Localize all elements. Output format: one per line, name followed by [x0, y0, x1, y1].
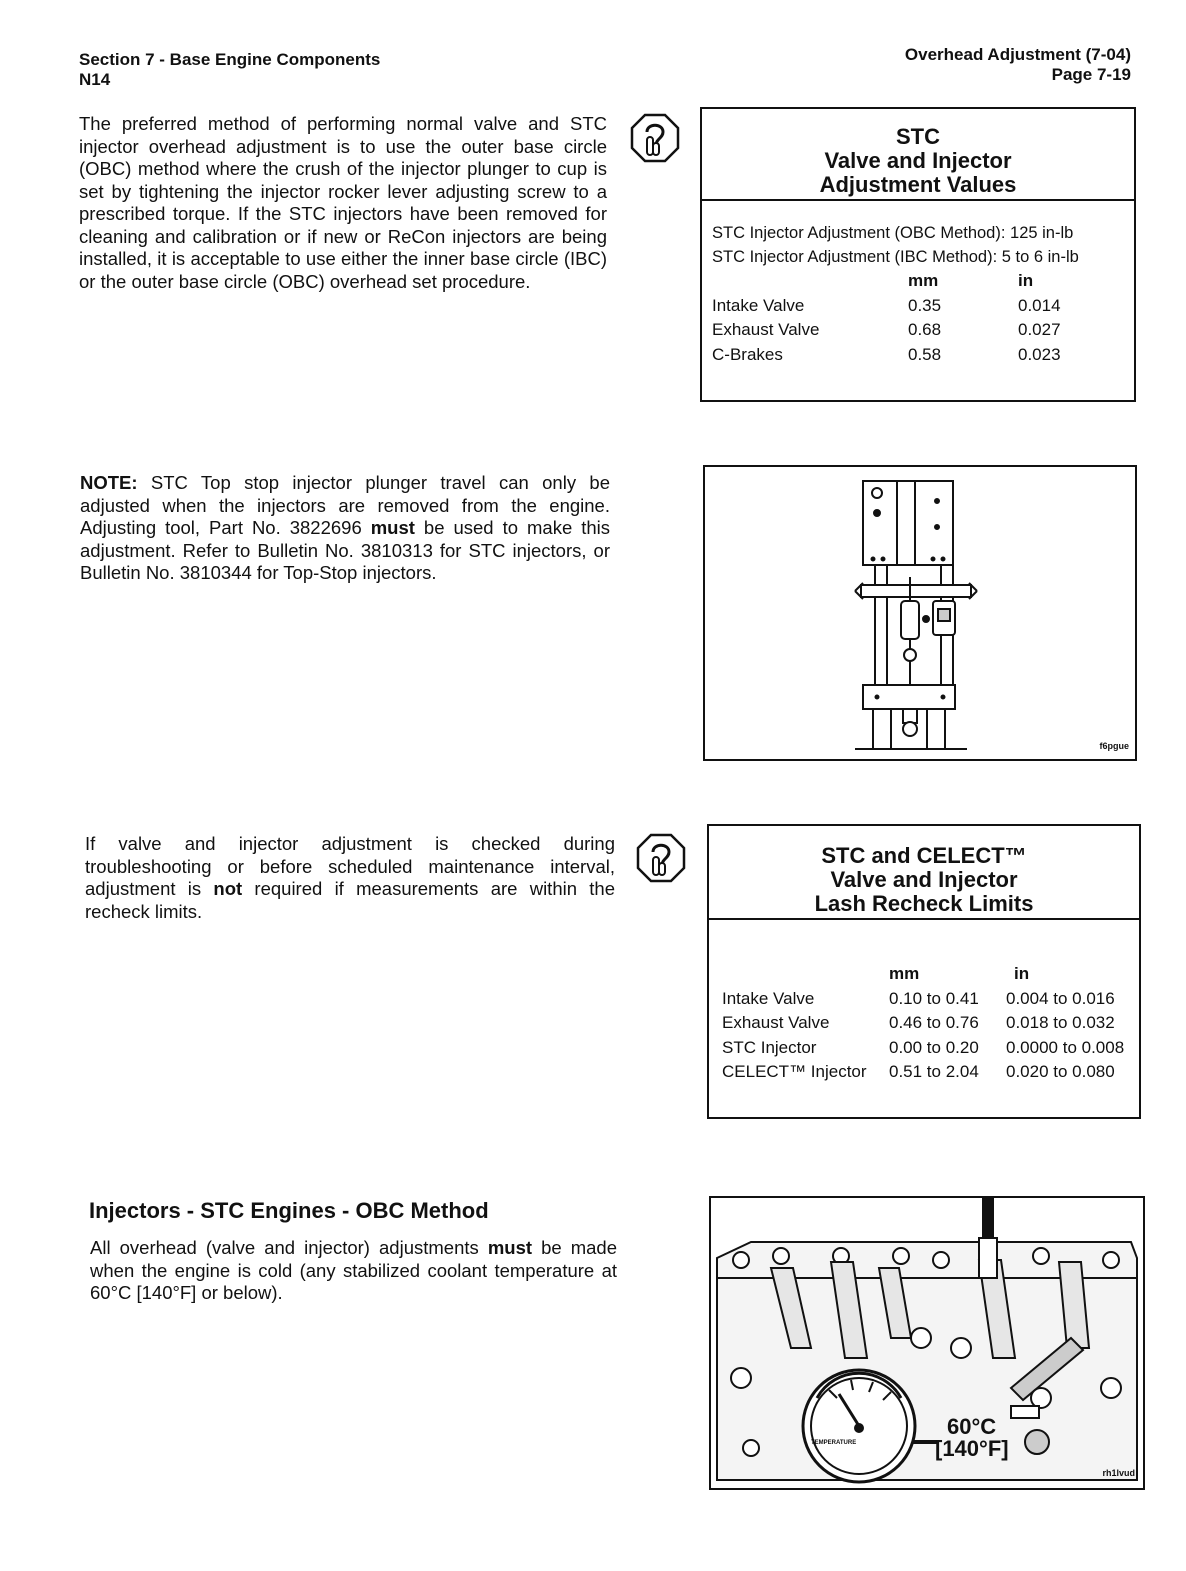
table-row: STC Injector 0.00 to 0.20 0.0000 to 0.008: [722, 1037, 1125, 1057]
injector-tool-figure: [703, 465, 1137, 761]
temperature-celsius: 60°C: [947, 1414, 997, 1439]
intro-paragraph: The preferred method of performing normal valve and STC injector overhead adjustment is to use the outer base circle (OBC) method where the crush of the injector plunger to cup is set by tightening the injector rocker lever adjusting screw to a prescribed torque. If the STC injectors have been removed for cleaning and calibration or if new or ReCon injectors are being installed, it is acceptable to use either the inner base circle (IBC) or the outer base circle (OBC) overhead set procedure.: [79, 113, 607, 292]
table-row: Exhaust Valve 0.46 to 0.76 0.018 to 0.032: [722, 1013, 1115, 1033]
table-header-row: mm in: [908, 271, 1034, 291]
page-number: Page 7-19: [1051, 65, 1131, 84]
injector-tool-illustration: [705, 467, 1135, 759]
temperature-fahrenheit: [140°F]: [935, 1436, 1009, 1461]
adjustment-values-title: STC Valve and Injector Adjustment Values: [819, 124, 1017, 197]
engine-head-illustration: [711, 1198, 1143, 1488]
adjustment-values-table: [712, 269, 1061, 367]
section-heading: Injectors - STC Engines - OBC Method: [89, 1198, 489, 1223]
table-row: C-Brakes 0.58 0.023: [712, 344, 1061, 364]
section-title: Section 7 - Base Engine Components: [79, 50, 381, 69]
figure-code: f6pgue: [1099, 741, 1129, 751]
figure-code: rh1lvud: [1102, 1468, 1135, 1478]
gauge-label: TEMPERATURE: [811, 1440, 857, 1446]
header-left: [79, 50, 380, 90]
note-label: NOTE:: [80, 472, 138, 493]
table-header-row: mm in: [889, 964, 1030, 984]
note-paragraph: NOTE: STC Top stop injector plunger travel can only be adjusted when the injectors are removed from the engine. Adjusting tool, Part No. 3822696 must be used to make this adjustment. Refer to Bulletin No. 3810313 for STC injectors, or Bulletin No. 3810344 for Top-Stop injectors.: [80, 472, 610, 583]
table-row: Exhaust Valve 0.68 0.027: [712, 320, 1061, 340]
recheck-limits-table: [722, 962, 1124, 1085]
title-divider: [709, 918, 1139, 920]
table-row: Intake Valve 0.10 to 0.41 0.004 to 0.016: [722, 988, 1115, 1008]
engine-model: N14: [79, 70, 111, 89]
header-right: [905, 45, 1131, 85]
torque-ibc: STC Injector Adjustment (IBC Method): 5 to 6 in-lb: [712, 248, 1079, 266]
question-hand-icon: [630, 113, 680, 163]
engine-temperature-figure: [709, 1196, 1145, 1490]
adjustment-values-box: [700, 107, 1136, 402]
recheck-limits-title: STC and CELECT™ Valve and Injector Lash Recheck Limits: [814, 843, 1034, 916]
recheck-paragraph: If valve and injector adjustment is checked during troubleshooting or before scheduled maintenance interval, adjustment is not required if measurements are within the recheck limits.: [85, 833, 615, 922]
table-row: Intake Valve 0.35 0.014: [712, 295, 1061, 315]
topic-title: Overhead Adjustment (7-04): [904, 45, 1131, 64]
table-row: CELECT™ Injector 0.51 to 2.04 0.020 to 0.080: [722, 1062, 1115, 1082]
question-hand-icon: [636, 833, 686, 883]
torque-obc: STC Injector Adjustment (OBC Method): 125 in-lb: [712, 224, 1074, 242]
cold-engine-paragraph: All overhead (valve and injector) adjustments must be made when the engine is cold (any stabilized coolant temperature at 60°C [140°F] or below).: [90, 1237, 617, 1303]
recheck-limits-box: [707, 824, 1141, 1119]
